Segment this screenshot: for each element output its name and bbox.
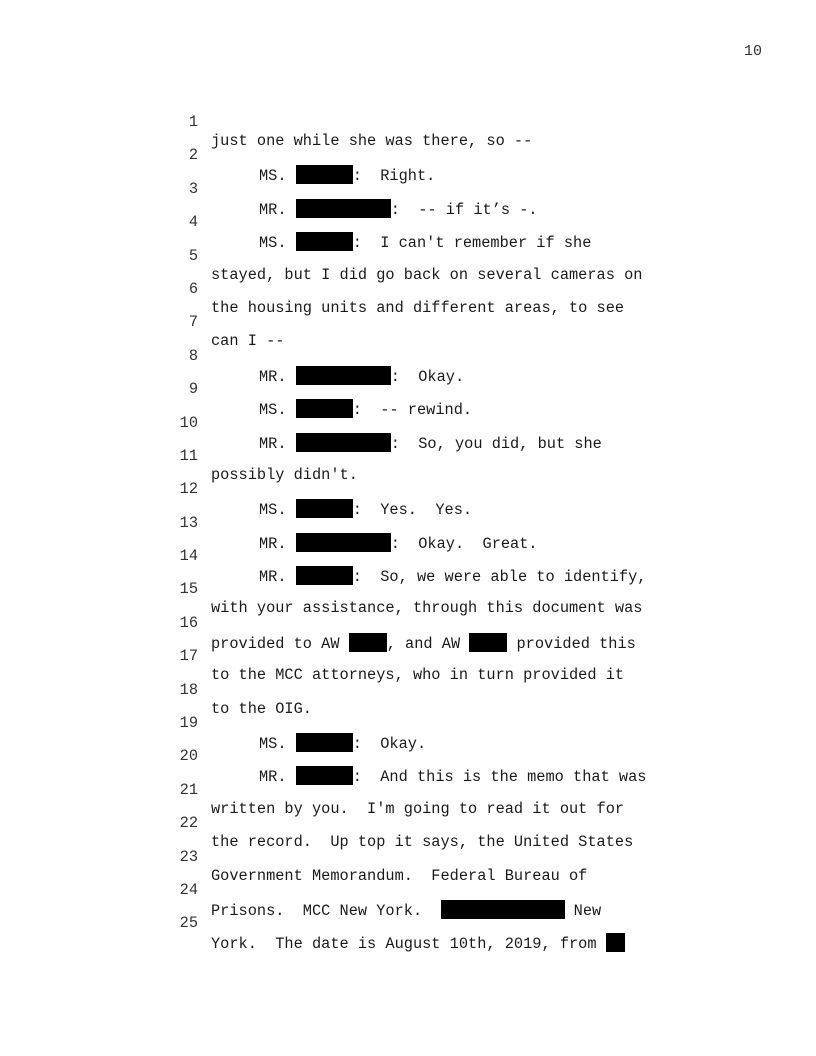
line-number: 16 (179, 613, 198, 632)
line-text: MS. : Yes. Yes. (259, 501, 473, 520)
transcript-line (170, 728, 730, 787)
line-number: 11 (179, 446, 198, 465)
line-text: Prisons. MCC New York. New (211, 901, 602, 920)
line-text: MR. : Okay. (259, 367, 465, 386)
line-text: MR. : So, you did, but she (259, 434, 602, 453)
line-text: MS. : I can't remember if she (259, 234, 592, 253)
transcript-line (170, 862, 730, 920)
line-text: to the OIG. (211, 699, 312, 718)
line-number: 5 (188, 246, 198, 265)
line-number: 8 (188, 346, 198, 365)
line-number: 3 (188, 179, 198, 198)
transcript-line (170, 895, 730, 954)
line-text: the record. Up top it says, the United States (211, 833, 634, 852)
line-text: to the MCC attorneys, who in turn provided it (211, 666, 625, 685)
page-number: 10 (743, 43, 762, 60)
line-number: 2 (188, 146, 198, 165)
line-text: MR. : And this is the memo that was (259, 768, 647, 787)
line-text: MS. : Right. (259, 167, 436, 186)
line-number: 17 (179, 647, 198, 666)
transcript-line (170, 428, 730, 484)
transcript-line (170, 561, 730, 618)
line-number: 25 (179, 914, 198, 933)
line-text: the housing units and different areas, to see (211, 298, 625, 317)
transcript-line (170, 461, 730, 520)
line-number: 19 (179, 714, 198, 733)
line-number: 14 (179, 547, 198, 566)
transcript-line (170, 294, 730, 351)
transcript-body (170, 94, 730, 954)
line-text: written by you. I'm going to read it out for (211, 799, 625, 818)
line-text: with your assistance, through this document was (211, 599, 643, 618)
transcript-line (170, 94, 730, 150)
transcript-line (170, 528, 730, 587)
line-number: 15 (179, 580, 198, 599)
line-number: 12 (179, 480, 198, 499)
transcript-line (170, 795, 730, 852)
transcript-line (170, 695, 730, 754)
transcript-line (170, 662, 730, 718)
line-text: York. The date is August 10th, 2019, from (211, 933, 625, 954)
line-text: Government Memorandum. Federal Bureau of (211, 866, 588, 885)
transcript-line (170, 228, 730, 284)
transcript-line (170, 628, 730, 685)
line-number: 9 (188, 380, 198, 399)
transcript-line (170, 127, 730, 186)
line-number: 4 (188, 213, 198, 232)
line-text: possibly didn't. (211, 465, 358, 484)
line-number: 1 (188, 113, 198, 131)
line-number: 22 (179, 814, 198, 833)
transcript-line (170, 395, 730, 453)
line-text: MS. : -- rewind. (259, 401, 473, 420)
line-number: 21 (179, 780, 198, 799)
line-text: stayed, but I did go back on several cameras on (211, 265, 643, 284)
line-number: 18 (179, 680, 198, 699)
line-text: provided to AW , and AW provided this (211, 634, 636, 653)
line-text: MR. : -- if it’s -. (259, 200, 538, 219)
transcript-line (170, 261, 730, 317)
redaction-box (606, 933, 625, 952)
line-text: MS. : Okay. (259, 735, 427, 754)
line-number: 10 (179, 413, 198, 432)
transcript-line (170, 829, 730, 885)
transcript-line (170, 361, 730, 420)
transcript-line (170, 328, 730, 386)
line-number: 20 (179, 747, 198, 766)
line-text: MR. : So, we were able to identify, (259, 568, 647, 587)
line-number: 23 (179, 847, 198, 866)
transcript-line (170, 194, 730, 253)
line-number: 13 (179, 513, 198, 532)
transcript-line (170, 595, 730, 653)
line-text: can I -- (211, 332, 285, 351)
transcript-line (170, 161, 730, 219)
line-text: MR. : Okay. Great. (259, 534, 538, 553)
line-text: just one while she was there, so -- (211, 132, 533, 150)
transcript-line (170, 495, 730, 553)
line-number: 24 (179, 880, 198, 899)
transcript-line (170, 762, 730, 818)
line-number: 6 (188, 279, 198, 298)
line-number: 7 (188, 313, 198, 332)
